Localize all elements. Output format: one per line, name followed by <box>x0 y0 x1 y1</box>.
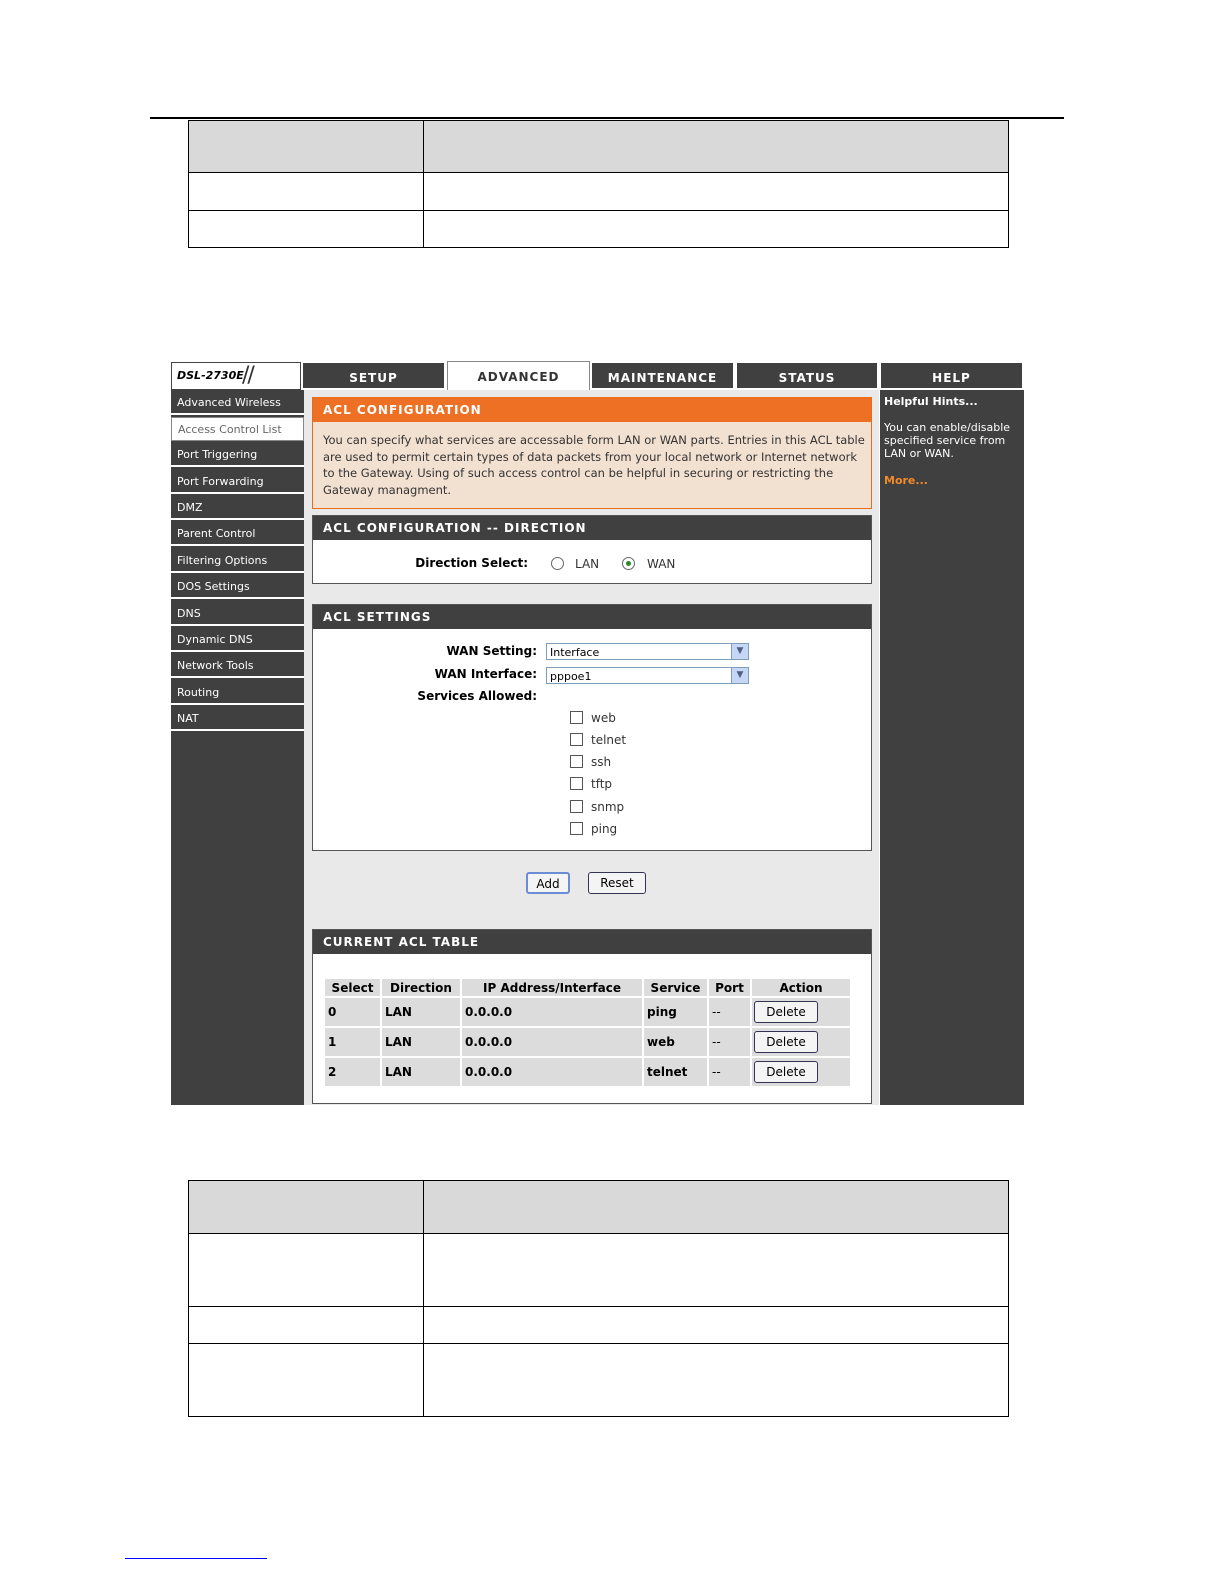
table-row <box>325 1028 850 1056</box>
service-web-label: web <box>591 711 616 725</box>
cell-port: -- <box>709 998 750 1026</box>
help-title: Helpful Hints... <box>884 395 978 408</box>
cell-select: 1 <box>325 1028 380 1056</box>
service-tftp-checkbox[interactable] <box>570 777 583 790</box>
cell-ip: 0.0.0.0 <box>462 998 642 1026</box>
sidebar-item-port-triggering[interactable]: Port Triggering <box>171 443 304 467</box>
delete-button[interactable]: Delete <box>754 1001 818 1023</box>
acl-table <box>323 977 852 1088</box>
chevron-down-icon: ▼ <box>731 668 748 683</box>
help-more-link[interactable]: More... <box>884 474 928 487</box>
col-port: Port <box>709 979 750 996</box>
add-button[interactable]: Add <box>526 872 570 894</box>
col-direction: Direction <box>382 979 460 996</box>
service-ssh-label: ssh <box>591 755 612 769</box>
acl-config-panel <box>312 397 872 509</box>
cell-direction: LAN <box>382 1058 460 1086</box>
sidebar-item-network-tools[interactable]: Network Tools <box>171 654 304 678</box>
wan-setting-label: WAN Setting: <box>446 644 537 658</box>
col-select: Select <box>325 979 380 996</box>
col-action: Action <box>752 979 850 996</box>
acl-config-description: You can specify what services are accessable form LAN or WAN parts. Entries in this ACL table are used to permit certain types of data packets from your local network or Internet network to the Gateway. Using of such access control can be helpful in securing or restricting the Gateway managment. <box>323 433 865 497</box>
tab-status[interactable]: STATUS <box>737 363 877 388</box>
acl-settings-panel <box>312 604 872 851</box>
table-row <box>325 998 850 1026</box>
sidebar <box>171 390 304 1105</box>
chevron-down-icon: ▼ <box>731 644 748 659</box>
direction-label: Direction Select: <box>415 556 528 570</box>
cell-service: telnet <box>644 1058 707 1086</box>
sidebar-item-advanced-wireless[interactable]: Advanced Wireless <box>171 391 304 415</box>
reset-button[interactable]: Reset <box>588 872 646 894</box>
cell-port: -- <box>709 1028 750 1056</box>
sidebar-item-routing[interactable]: Routing <box>171 681 304 705</box>
table-row <box>325 1058 850 1086</box>
help-text: You can enable/disable specified service from LAN or WAN. <box>884 421 1011 460</box>
main-content <box>304 390 879 1105</box>
sidebar-item-dmz[interactable]: DMZ <box>171 496 304 520</box>
help-column <box>880 390 1024 1105</box>
acl-settings-title: ACL SETTINGS <box>313 605 871 629</box>
service-tftp-label: tftp <box>591 777 613 791</box>
cell-port: -- <box>709 1058 750 1086</box>
acl-table-panel <box>312 929 872 1104</box>
cell-service: web <box>644 1028 707 1056</box>
service-ping-checkbox[interactable] <box>570 822 583 835</box>
service-snmp-label: snmp <box>591 800 625 814</box>
cell-ip: 0.0.0.0 <box>462 1028 642 1056</box>
brand-logo: DSL-2730E // <box>171 362 301 390</box>
cell-service: ping <box>644 998 707 1026</box>
direction-wan-radio[interactable] <box>622 557 635 570</box>
service-ping-label: ping <box>591 822 618 836</box>
direction-panel <box>312 515 872 584</box>
delete-button[interactable]: Delete <box>754 1061 818 1083</box>
service-telnet-checkbox[interactable] <box>570 733 583 746</box>
direction-title: ACL CONFIGURATION -- DIRECTION <box>313 516 871 540</box>
acl-table-title: CURRENT ACL TABLE <box>313 930 871 954</box>
cell-direction: LAN <box>382 998 460 1026</box>
sidebar-item-parent-control[interactable]: Parent Control <box>171 522 304 546</box>
service-snmp-checkbox[interactable] <box>570 800 583 813</box>
cell-select: 0 <box>325 998 380 1026</box>
cell-select: 2 <box>325 1058 380 1086</box>
direction-lan-radio[interactable] <box>551 557 564 570</box>
footer-link-underline <box>125 1558 267 1559</box>
cell-direction: LAN <box>382 1028 460 1056</box>
tab-advanced[interactable]: ADVANCED <box>447 361 590 392</box>
direction-lan-label: LAN <box>575 557 600 571</box>
sidebar-item-filtering-options[interactable]: Filtering Options <box>171 549 304 573</box>
sidebar-item-port-forwarding[interactable]: Port Forwarding <box>171 470 304 494</box>
sidebar-item-access-control-list[interactable]: Access Control List <box>171 417 304 441</box>
sidebar-item-dos-settings[interactable]: DOS Settings <box>171 575 304 599</box>
tab-maintenance[interactable]: MAINTENANCE <box>592 363 733 388</box>
tab-setup[interactable]: SETUP <box>303 363 444 388</box>
service-ssh-checkbox[interactable] <box>570 755 583 768</box>
header-rule <box>150 117 1064 119</box>
top-doc-table <box>188 120 1009 248</box>
direction-wan-label: WAN <box>647 557 676 571</box>
sidebar-item-nat[interactable]: NAT <box>171 707 304 731</box>
wan-interface-select[interactable]: pppoe1 ▼ <box>546 667 749 684</box>
cell-ip: 0.0.0.0 <box>462 1058 642 1086</box>
sidebar-item-dns[interactable]: DNS <box>171 602 304 626</box>
router-ui <box>169 360 1024 1105</box>
wan-setting-select[interactable]: Interface ▼ <box>546 643 749 660</box>
bottom-doc-table <box>188 1180 1009 1417</box>
col-service: Service <box>644 979 707 996</box>
service-telnet-label: telnet <box>591 733 627 747</box>
services-allowed-label: Services Allowed: <box>417 689 537 703</box>
service-web-checkbox[interactable] <box>570 711 583 724</box>
tab-help[interactable]: HELP <box>881 363 1022 388</box>
delete-button[interactable]: Delete <box>754 1031 818 1053</box>
acl-config-title: ACL CONFIGURATION <box>313 398 871 422</box>
wan-interface-label: WAN Interface: <box>434 667 537 681</box>
col-ip-address: IP Address/Interface <box>462 979 642 996</box>
sidebar-item-dynamic-dns[interactable]: Dynamic DNS <box>171 628 304 652</box>
